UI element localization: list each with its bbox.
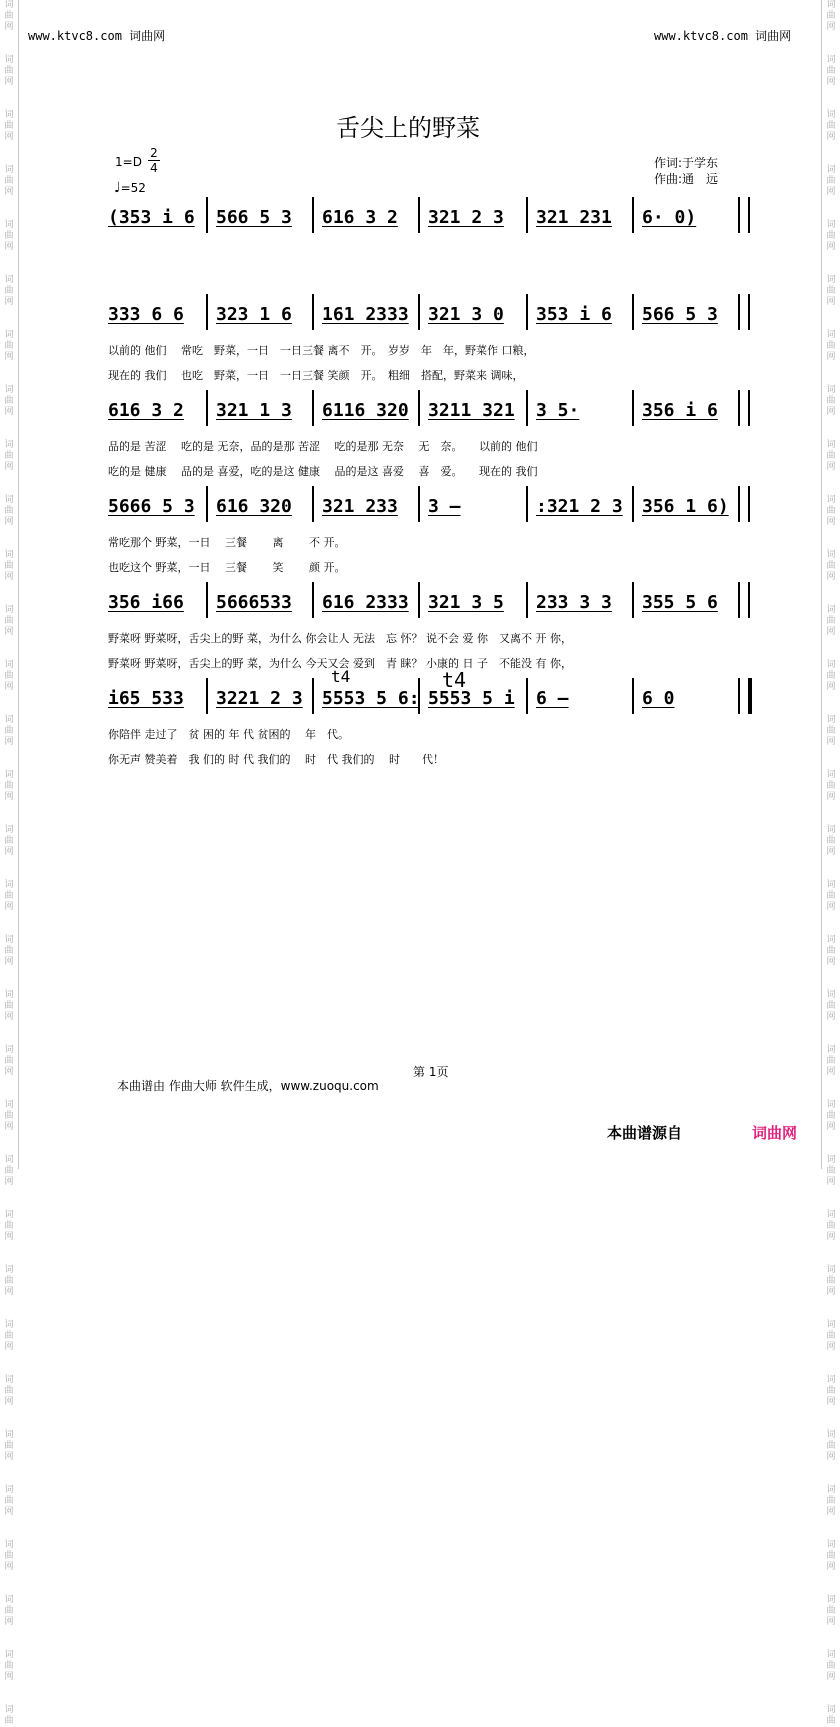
- barline: [312, 197, 314, 233]
- barline: [738, 678, 740, 714]
- left-watermark-strip: 词 曲 网 词 曲 网 词 曲 网 词 曲 网 词 曲 网 词 曲 网 词 曲 网 词 曲 网 词 曲 网 词 曲 网 词 曲 网 词 曲 网 词 曲 网 词 曲 网 词 曲 网 词 曲 网 词 曲 网 词 曲 网 词 曲 网 词 曲 网 词 曲 网 词 曲 网 词 曲 网 词 曲 网 词 曲 网 词 曲 网 词 曲 网 词 曲 网 词 曲 网 词 曲 网 词 曲 网 词 曲: [0, 0, 19, 1169]
- barline: [738, 197, 740, 233]
- composer: 作曲:通 远: [654, 172, 719, 186]
- barline: [748, 486, 750, 522]
- song-title: 舌尖上的野菜: [336, 114, 480, 142]
- tempo: [114, 180, 146, 196]
- score-measure: 566 5 3: [216, 207, 292, 228]
- quarter-note-icon: ♩: [114, 180, 121, 196]
- score-line: [100, 302, 760, 328]
- score-measure: 6 0: [642, 688, 675, 709]
- barline: [526, 486, 528, 522]
- lyric-line: 也吃这个 野菜，一日 三餐 笑 颜 开。: [108, 561, 346, 574]
- score-measure: :321 2 3: [536, 496, 623, 517]
- site-header-left: www.ktvc8.com 词曲网: [28, 29, 166, 43]
- right-watermark-strip: 词 曲 网 词 曲 网 词 曲 网 词 曲 网 词 曲 网 词 曲 网 词 曲 网 词 曲 网 词 曲 网 词 曲 网 词 曲 网 词 曲 网 词 曲 网 词 曲 网 词 曲 网 词 曲 网 词 曲 网 词 曲 网 词 曲 网 词 曲 网 词 曲 网 词 曲 网 词 曲 网 词 曲 网 词 曲 网 词 曲 网 词 曲 网 词 曲 网 词 曲 网 词 曲 网 词 曲 网 词 曲: [821, 0, 840, 1169]
- score-line: [100, 494, 760, 520]
- barline: [418, 486, 420, 522]
- score-measure: 5666 5 3: [108, 496, 195, 517]
- score-measure: 5553 5 i: [428, 688, 515, 709]
- barline: [632, 197, 634, 233]
- barline: [312, 582, 314, 618]
- barline: [418, 582, 420, 618]
- time-denominator: 4: [148, 160, 160, 175]
- score-measure: 3 5·: [536, 400, 580, 421]
- time-numerator: 2: [150, 146, 158, 160]
- score-measure: 233 3 3: [536, 592, 612, 613]
- score-line: [100, 398, 760, 424]
- barline: [206, 582, 208, 618]
- barline: [748, 390, 750, 426]
- barline: [526, 294, 528, 330]
- barline: [632, 294, 634, 330]
- barline: [206, 678, 208, 714]
- key-signature: 1=D: [115, 155, 142, 169]
- score-line: [100, 686, 760, 712]
- score-measure: 353 i 6: [536, 304, 612, 325]
- time-signature: [148, 146, 160, 175]
- lyricist: 作词:于学东: [654, 156, 719, 170]
- score-measure: 3221 2 3: [216, 688, 303, 709]
- generator-note: 本曲谱由 作曲大师 软件生成，www.zuoqu.com: [117, 1079, 379, 1093]
- score-measure: 321 3 0: [428, 304, 504, 325]
- score-measure: 616 3 2: [322, 207, 398, 228]
- score-measure: 321 233: [322, 496, 398, 517]
- score-measure: 161 2333: [322, 304, 409, 325]
- barline: [312, 678, 314, 714]
- barline: [206, 486, 208, 522]
- barline: [738, 582, 740, 618]
- lyric-line: 品的是 苦涩 吃的是 无奈，品的是那 苦涩 吃的是那 无奈 无 奈。 以前的 他们: [108, 440, 538, 453]
- score-mark-t4: t4: [442, 668, 467, 692]
- score-measure: 616 3 2: [108, 400, 184, 421]
- source-brand: 词曲网: [752, 1124, 798, 1142]
- barline: [206, 197, 208, 233]
- score-mark-t4: t4: [331, 667, 351, 686]
- score-line: [100, 590, 760, 616]
- lyric-line: 常吃那个 野菜，一日 三餐 离 不 开。: [108, 536, 346, 549]
- score-measure: 321 1 3: [216, 400, 292, 421]
- score-measure: 356 1 6): [642, 496, 729, 517]
- score-measure: 355 5 6: [642, 592, 718, 613]
- score-measure: 323 1 6: [216, 304, 292, 325]
- lyric-line: 野菜呀 野菜呀，舌尖上的野 菜，为什么 今天又会 爱到 青 睐？ 小康的 日 子 不能没 有 你，: [108, 657, 572, 670]
- barline: [738, 390, 740, 426]
- barline: [748, 582, 750, 618]
- tempo-value: =52: [120, 181, 146, 195]
- score-measure: 566 5 3: [642, 304, 718, 325]
- score-measure: 6 —: [536, 688, 569, 709]
- lyric-line: 你陪伴 走过了 贫 困的 年 代 贫困的 年 代。: [108, 728, 349, 741]
- barline: [748, 678, 752, 714]
- lyric-line: 野菜呀 野菜呀，舌尖上的野 菜，为什么 你会让人 无法 忘 怀？ 说不会 爱 你 又离不 开 你，: [108, 632, 572, 645]
- score-measure: 3211 321: [428, 400, 515, 421]
- barline: [418, 390, 420, 426]
- barline: [312, 294, 314, 330]
- score-measure: 333 6 6: [108, 304, 184, 325]
- page-number: 第 1页: [413, 1065, 449, 1079]
- lyric-line: 以前的 他们 常吃 野菜，一日 一日三餐 离不 开。 岁岁 年 年，野菜作 口粮，: [108, 344, 535, 357]
- barline: [526, 678, 528, 714]
- lyric-line: 吃的是 健康 品的是 喜爱，吃的是这 健康 品的是这 喜爱 喜 爱。 现在的 我们: [108, 465, 538, 478]
- barline: [312, 390, 314, 426]
- score-measure: 616 320: [216, 496, 292, 517]
- score-measure: i65 533: [108, 688, 184, 709]
- barline: [748, 294, 750, 330]
- site-header-right: www.ktvc8.com 词曲网: [654, 29, 792, 43]
- barline: [632, 486, 634, 522]
- score-measure: 5553 5 6:: [322, 688, 420, 709]
- score-measure: 356 i66: [108, 592, 184, 613]
- barline: [418, 294, 420, 330]
- score-measure: 5666533: [216, 592, 292, 613]
- barline: [748, 197, 750, 233]
- barline: [632, 582, 634, 618]
- score-line: [100, 205, 760, 231]
- barline: [418, 197, 420, 233]
- barline: [526, 197, 528, 233]
- score-measure: 321 231: [536, 207, 612, 228]
- barline: [526, 390, 528, 426]
- barline: [738, 486, 740, 522]
- barline: [738, 294, 740, 330]
- barline: [526, 582, 528, 618]
- barline: [312, 486, 314, 522]
- score-measure: 6116 320: [322, 400, 409, 421]
- score-measure: 3 —: [428, 496, 461, 517]
- score-measure: 616 2333: [322, 592, 409, 613]
- lyric-line: 现在的 我们 也吃 野菜，一日 一日三餐 笑颜 开。 粗细 搭配，野菜来 调味，: [108, 369, 524, 382]
- score-measure: (353 i 6: [108, 207, 195, 228]
- barline: [632, 390, 634, 426]
- score-measure: 321 2 3: [428, 207, 504, 228]
- barline: [632, 678, 634, 714]
- barline: [206, 390, 208, 426]
- score-measure: 6· 0): [642, 207, 697, 228]
- score-measure: 356 i 6: [642, 400, 718, 421]
- score-measure: 321 3 5: [428, 592, 504, 613]
- lyric-line: 你无声 赞美着 我 们的 时 代 我们的 时 代 我们的 时 代！: [108, 753, 444, 766]
- barline: [206, 294, 208, 330]
- source-label: 本曲谱源自: [607, 1124, 683, 1142]
